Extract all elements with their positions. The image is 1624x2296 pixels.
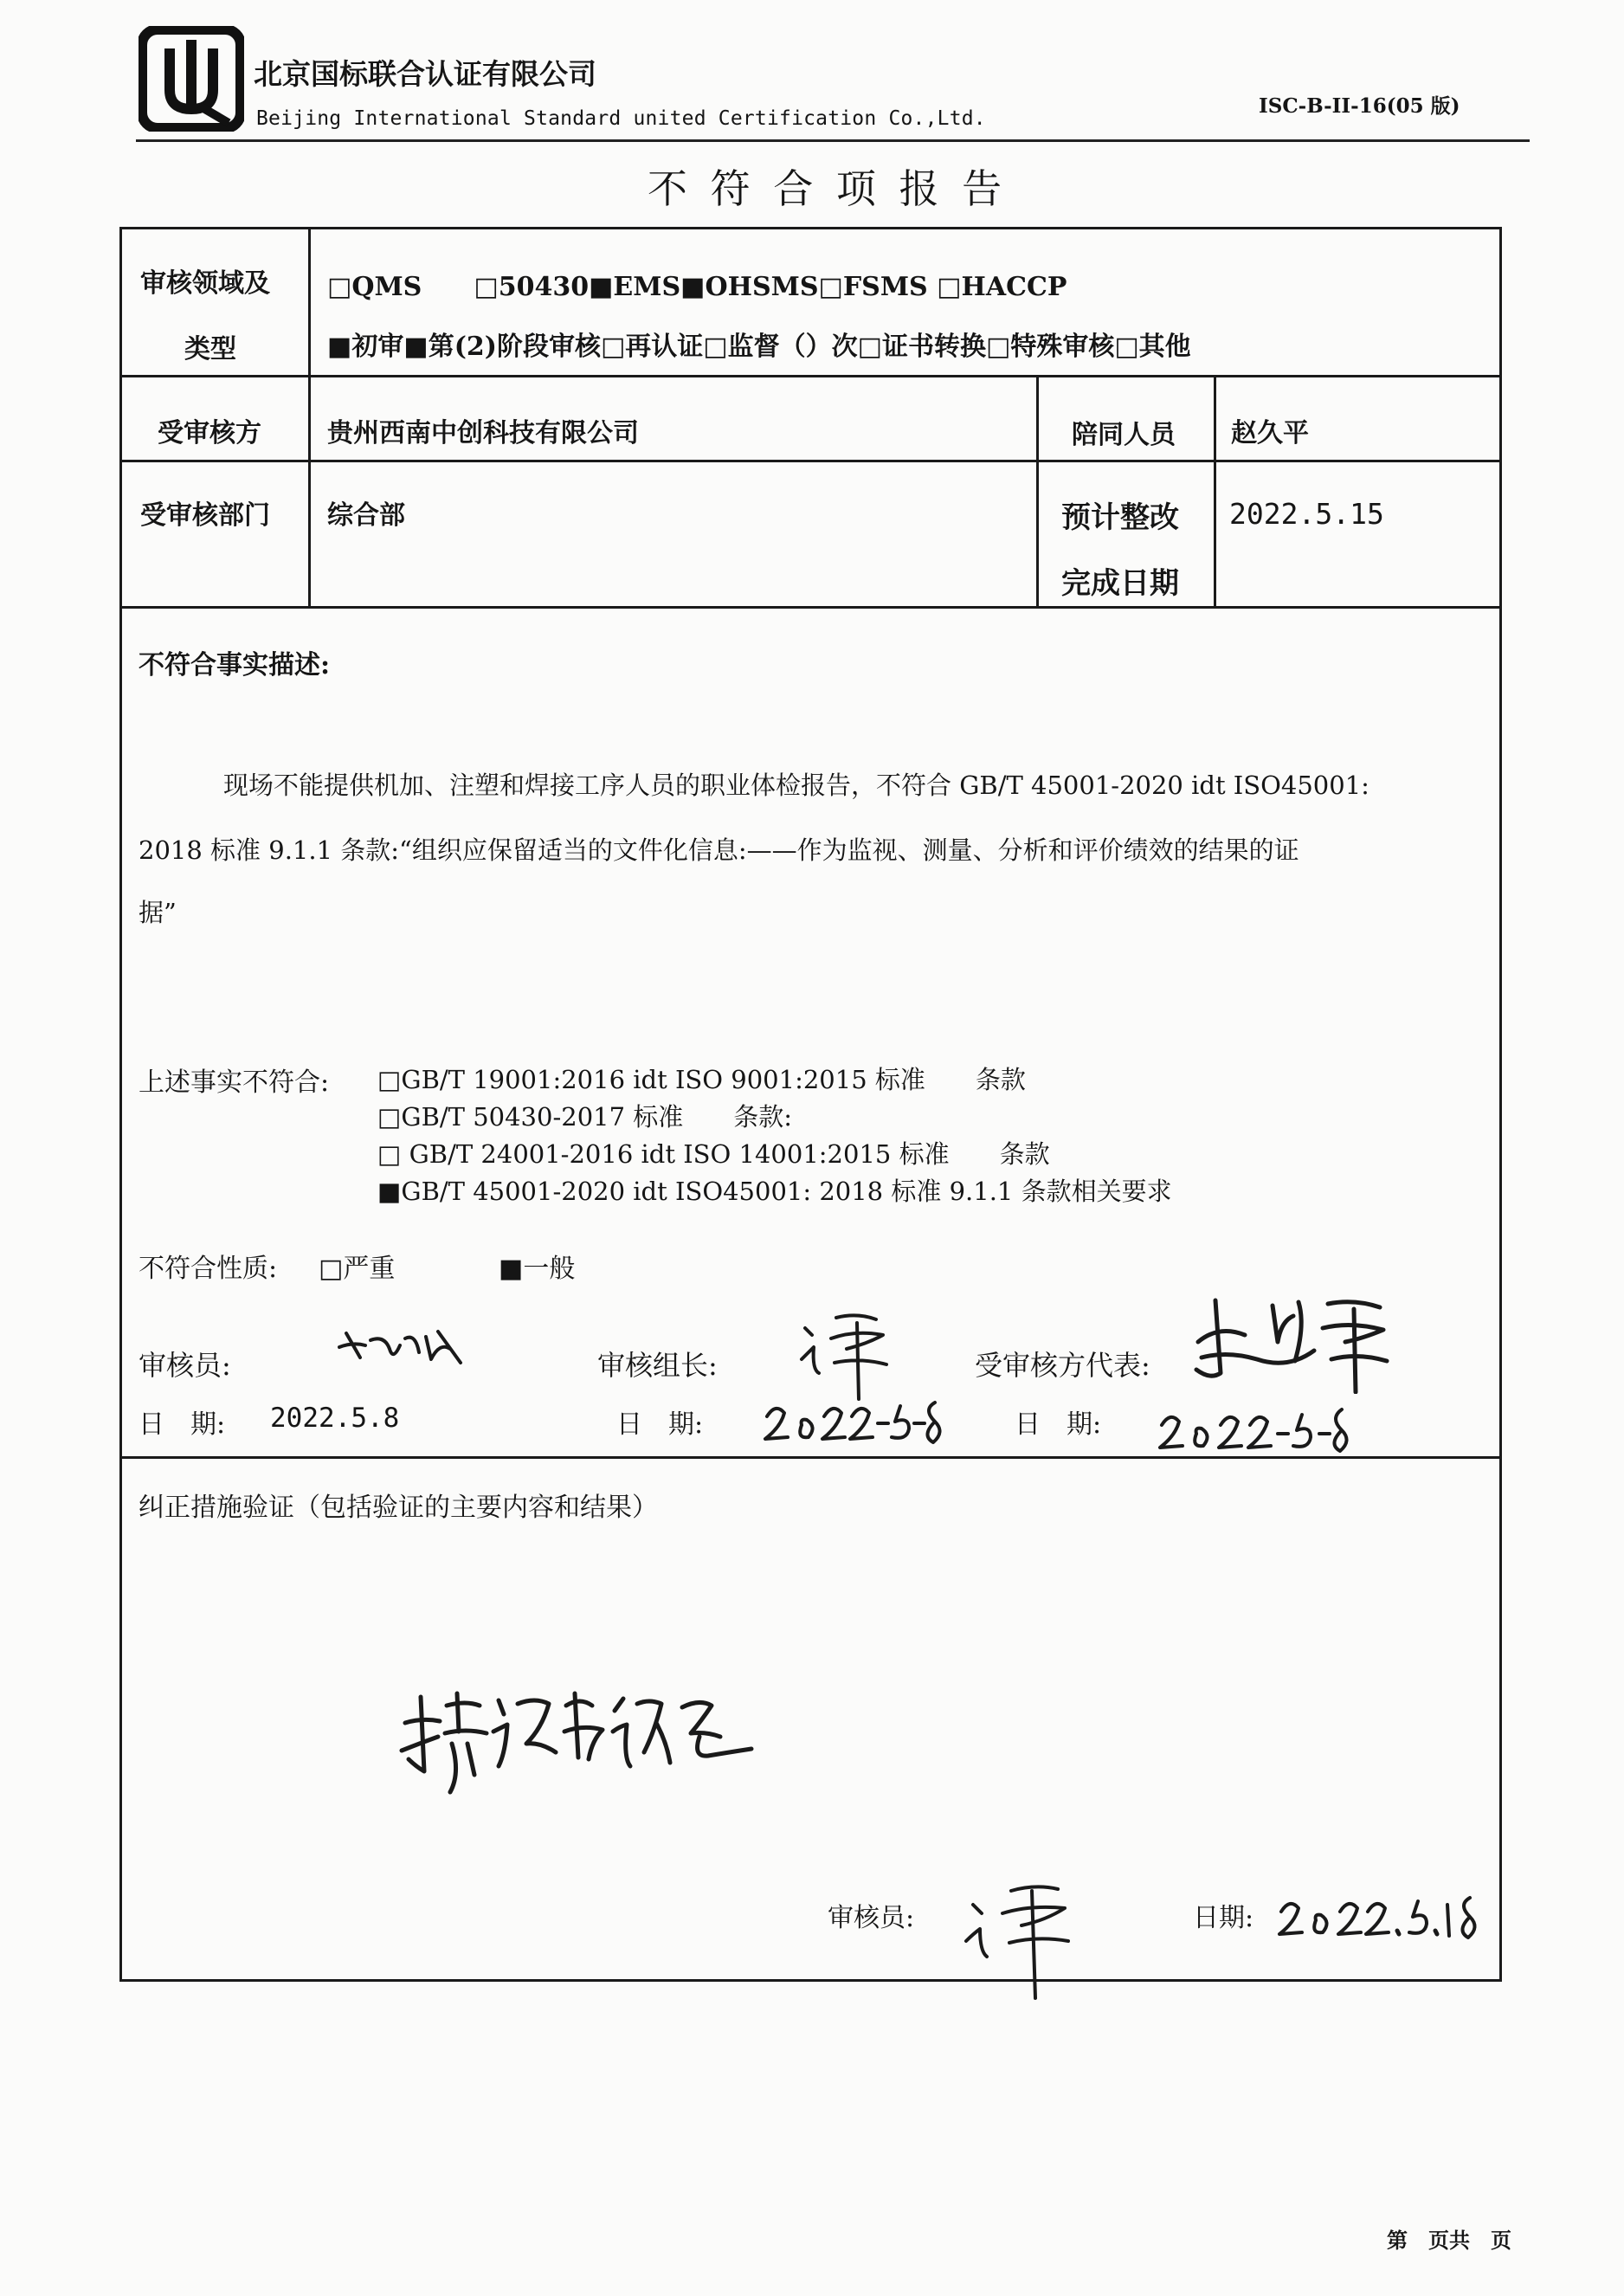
rep-handwritten-date: [1157, 1406, 1364, 1458]
standard-item: ■GB/T 45001-2020 idt ISO45001: 2018 标准 9.1.1 条款相关要求: [377, 1177, 1172, 1206]
date-label-leader: 日 期:: [616, 1409, 704, 1440]
due-date-label-line2: 完成日期: [1061, 566, 1179, 601]
verification-heading: 纠正措施验证（包括验证的主要内容和结果）: [139, 1493, 658, 1523]
department-label: 受审核部门: [140, 500, 270, 531]
team-leader-label: 审核组长:: [597, 1349, 718, 1382]
header-rule: [136, 139, 1530, 142]
row-divider: [119, 375, 1502, 377]
auditor-label: 审核员:: [139, 1349, 231, 1382]
verification-auditor-signature: [961, 1870, 1091, 2000]
form-table: [119, 227, 1502, 1982]
severity-serious-checkbox[interactable]: □严重: [319, 1254, 396, 1284]
column-divider: [308, 227, 311, 608]
audit-type-label-line1: 审核领域及: [140, 268, 270, 299]
document-title: 不 符 合 项 报 告: [648, 165, 1008, 212]
auditee-rep-label: 受审核方代表:: [975, 1349, 1150, 1382]
nonconformity-text-line1: 现场不能提供机加、注塑和焊接工序人员的职业体检报告，不符合 GB/T 45001-2020 idt ISO45001:: [223, 771, 1369, 800]
due-date-value: 2022.5.15: [1229, 497, 1384, 531]
row-divider: [119, 460, 1502, 462]
escort-name: 赵久平: [1231, 418, 1309, 448]
column-divider: [1214, 375, 1216, 608]
company-logo: [139, 26, 244, 132]
leader-handwritten-date: [762, 1397, 944, 1449]
audit-type-label-line2: 类型: [184, 334, 236, 364]
document-code: ISC-B-II-16(05 版): [1259, 94, 1460, 118]
verification-handwritten-note: [396, 1680, 760, 1801]
date-value-auditor: 2022.5.8: [270, 1403, 400, 1434]
escort-label: 陪同人员: [1072, 420, 1176, 450]
department-value: 综合部: [327, 500, 405, 531]
auditee-rep-signature: [1184, 1290, 1392, 1394]
standards-label: 上述事实不符合:: [139, 1067, 330, 1098]
date-label-auditor: 日 期:: [139, 1409, 226, 1440]
page-counter: 第 页共 页: [1387, 2228, 1511, 2253]
severity-label: 不符合性质:: [139, 1254, 278, 1284]
nonconformity-text-line2: 2018 标准 9.1.1 条款:“组织应保留适当的文件化信息:——作为监视、测量、分析和评价绩效的结果的证: [139, 835, 1299, 865]
severity-general-checkbox[interactable]: ■一般: [499, 1254, 576, 1284]
verification-date-label: 日期:: [1193, 1903, 1254, 1933]
audit-type-options-line2: ■初审■第(2)阶段审核□再认证□监督（）次□证书转换□特殊审核□其他: [327, 332, 1191, 362]
standard-item: □GB/T 19001:2016 idt ISO 9001:2015 标准 条款: [377, 1065, 1026, 1094]
standard-item: □ GB/T 24001-2016 idt ISO 14001:2015 标准 条款: [377, 1139, 1050, 1169]
auditee-name: 贵州西南中创科技有限公司: [327, 418, 639, 448]
nonconformity-text-line3: 据”: [139, 898, 177, 927]
audit-type-options-line1: □QMS □50430■EMS■OHSMS□FSMS □HACCP: [327, 272, 1067, 302]
auditee-label: 受审核方: [158, 418, 261, 448]
due-date-label-line1: 预计整改: [1061, 500, 1179, 535]
row-divider: [119, 606, 1502, 609]
date-label-rep: 日 期:: [1015, 1409, 1102, 1440]
auditor-signature: [336, 1323, 466, 1375]
column-divider: [1036, 375, 1039, 608]
verification-handwritten-date: [1276, 1893, 1484, 1945]
verification-auditor-label: 审核员:: [828, 1903, 915, 1933]
standard-item: □GB/T 50430-2017 标准 条款:: [377, 1102, 793, 1132]
company-name-en: Beijing International Standard united Certification Co.,Ltd.: [256, 107, 986, 130]
team-leader-signature: [796, 1309, 900, 1404]
company-name-cn: 北京国标联合认证有限公司: [254, 57, 596, 91]
nonconformity-heading: 不符合事实描述:: [139, 650, 331, 680]
